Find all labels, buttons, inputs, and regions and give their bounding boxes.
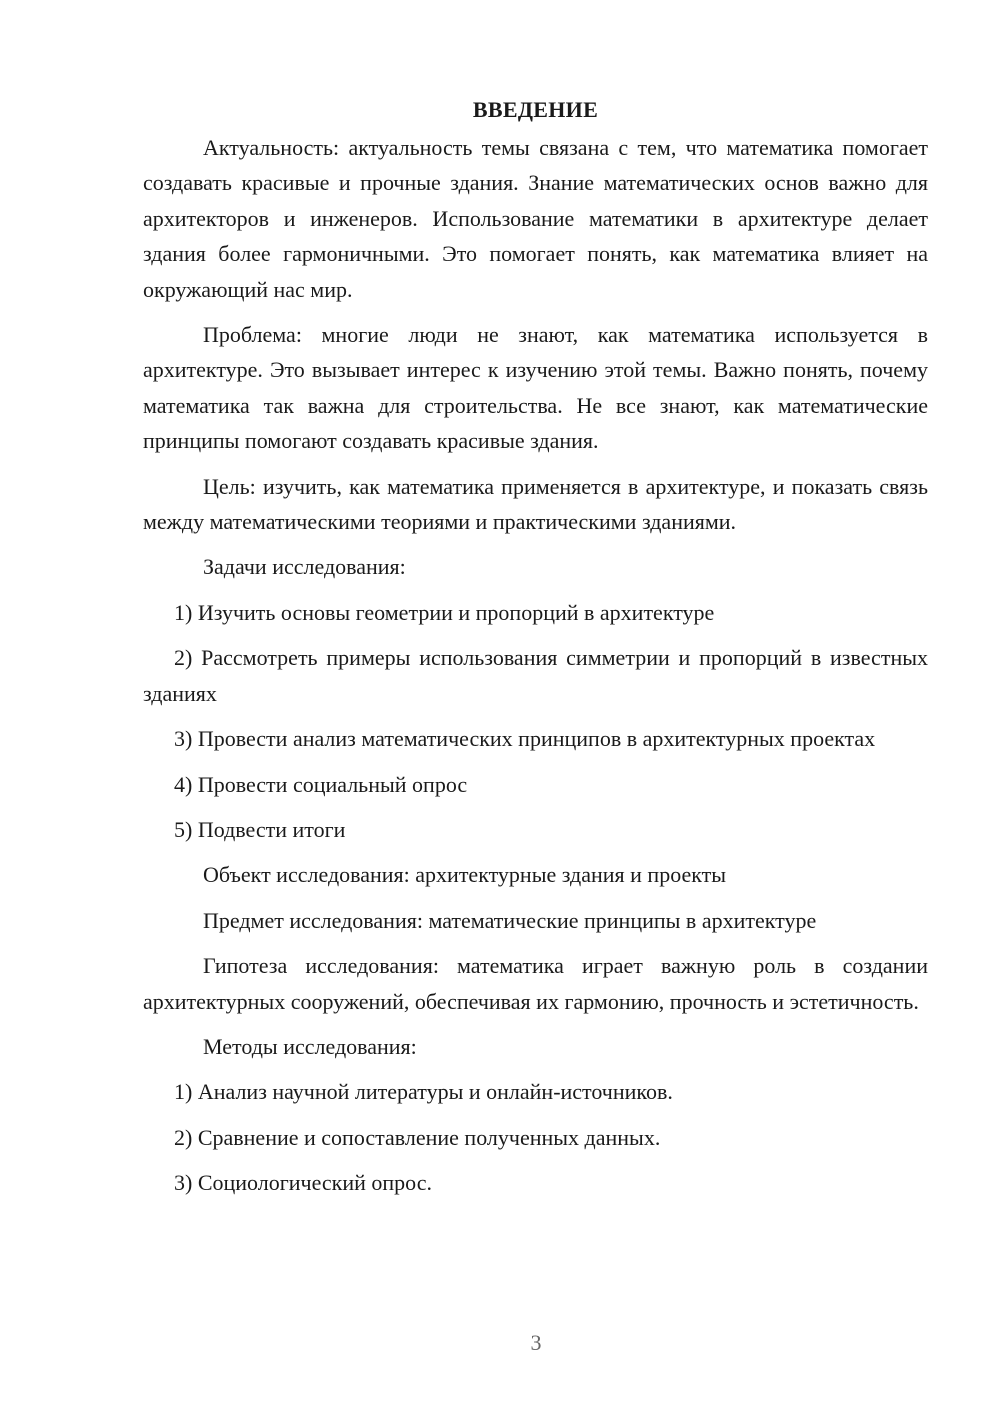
document-page — [143, 92, 928, 1211]
page-title: ВВЕДЕНИЕ — [472, 97, 599, 122]
method-item-1: 1) Анализ научной литературы и онлайн-источников. — [174, 1079, 673, 1105]
task-item-3: 3) Провести анализ математических принципов в архитектурных проектах — [174, 726, 876, 752]
paragraph-relevance: Актуальность: актуальность темы связана с тем, что математика помогает создавать красивые и прочные здания. Знание математических основ важно для архитекторов и инженеров. Использование математики в архитектуре делает здания более гармоничными. Это помогает понять, как математика влияет на окружающий нас мир. — [143, 135, 928, 302]
paragraph-hypothesis: Гипотеза исследования: математика играет важную роль в создании архитектурных сооружений, обеспечивая их гармонию, прочность и эстетичность. — [143, 953, 928, 1014]
paragraph-object: Объект исследования: архитектурные здания и проекты — [203, 862, 727, 888]
methods-heading: Методы исследования: — [203, 1033, 417, 1059]
paragraph-subject: Предмет исследования: математические принципы в архитектуре — [203, 907, 817, 933]
paragraph-problem: Проблема: многие люди не знают, как математика используется в архитектуре. Это вызывает интерес к изучению этой темы. Важно понять, почему математика так важна для строительства. Не все знают, как математические принципы помогают создавать красивые здания. — [143, 322, 928, 454]
task-item-2: 2) Рассмотреть примеры использования симметрии и пропорций в известных зданиях — [143, 645, 928, 706]
page-number: 3 — [530, 1330, 542, 1355]
task-item-1: 1) Изучить основы геометрии и пропорций в архитектуре — [174, 599, 715, 625]
task-item-4: 4) Провести социальный опрос — [174, 771, 468, 797]
tasks-heading: Задачи исследования: — [203, 554, 406, 580]
paragraph-goal: Цель: изучить, как математика применяется в архитектуре, и показать связь между математическими теориями и практическими зданиями. — [143, 473, 928, 535]
method-item-2: 2) Сравнение и сопоставление полученных данных. — [174, 1124, 661, 1150]
task-item-5: 5) Подвести итоги — [174, 816, 346, 842]
method-item-3: 3) Социологический опрос. — [174, 1170, 432, 1196]
